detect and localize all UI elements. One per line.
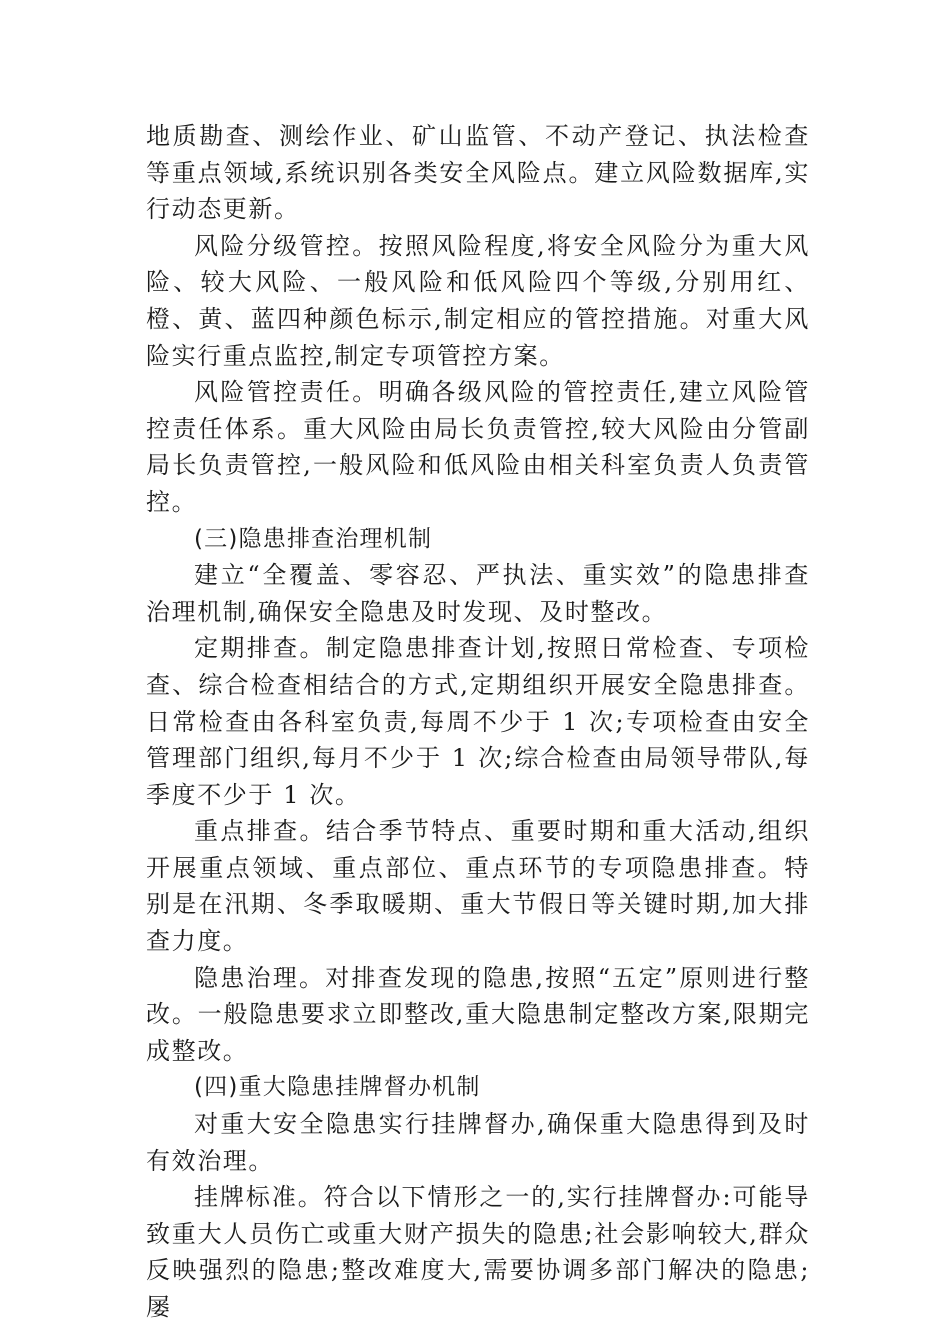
paragraph-risk-control-responsibility: 风险管控责任。明确各级风险的管控责任,建立风险管控责任体系。重大风险由局长负责管控,较大风险由分管副局长负责管控,一般风险和低风险由相关科室负责人负责管控。: [146, 378, 810, 516]
paragraph-listing-criteria: 挂牌标准。符合以下情形之一的,实行挂牌督办:可能导致重大人员伤亡或重大财产损失的隐患;社会影响较大,群众反映强烈的隐患;整改难度大,需要协调多部门解决的隐患;屡: [146, 1183, 810, 1321]
paragraph-risk-grading-control: 风险分级管控。按照风险程度,将安全风险分为重大风险、较大风险、一般风险和低风险四个等级,分别用红、橙、黄、蓝四种颜色标示,制定相应的管控措施。对重大风险实行重点监控,制定专项管控方案。: [146, 231, 810, 370]
paragraph-supervision-intro: 对重大安全隐患实行挂牌督办,确保重大隐患得到及时有效治理。: [146, 1110, 810, 1175]
section-heading-major-hazard-supervision: (四)重大隐患挂牌督办机制: [194, 1074, 481, 1101]
paragraph-regular-inspection: 定期排查。制定隐患排查计划,按照日常检查、专项检查、综合检查相结合的方式,定期组织开展安全隐患排查。日常检查由各科室负责,每周不少于 1 次;专项检查由安全管理部门组织,每月不少于 1 次;综合检查由局领导带队,每季度不少于 1 次。: [146, 634, 810, 809]
document-body: [146, 118, 810, 1326]
paragraph-risk-identification-continued: 地质勘查、测绘作业、矿山监管、不动产登记、执法检查等重点领域,系统识别各类安全风险点。建立风险数据库,实行动态更新。: [146, 122, 810, 224]
paragraph-key-inspection: 重点排查。结合季节特点、重要时期和重大活动,组织开展重点领域、重点部位、重点环节的专项隐患排查。特别是在汛期、冬季取暖期、重大节假日等关键时期,加大排查力度。: [146, 817, 810, 956]
paragraph-hazard-rectification: 隐患治理。对排查发现的隐患,按照“五定”原则进行整改。一般隐患要求立即整改,重大隐患制定整改方案,限期完成整改。: [146, 963, 810, 1065]
paragraph-hazard-mechanism-intro: 建立“全覆盖、零容忍、严执法、重实效”的隐患排查治理机制,确保安全隐患及时发现、及时整改。: [146, 561, 810, 626]
section-heading-hazard-inspection: (三)隐患排查治理机制: [194, 525, 433, 552]
